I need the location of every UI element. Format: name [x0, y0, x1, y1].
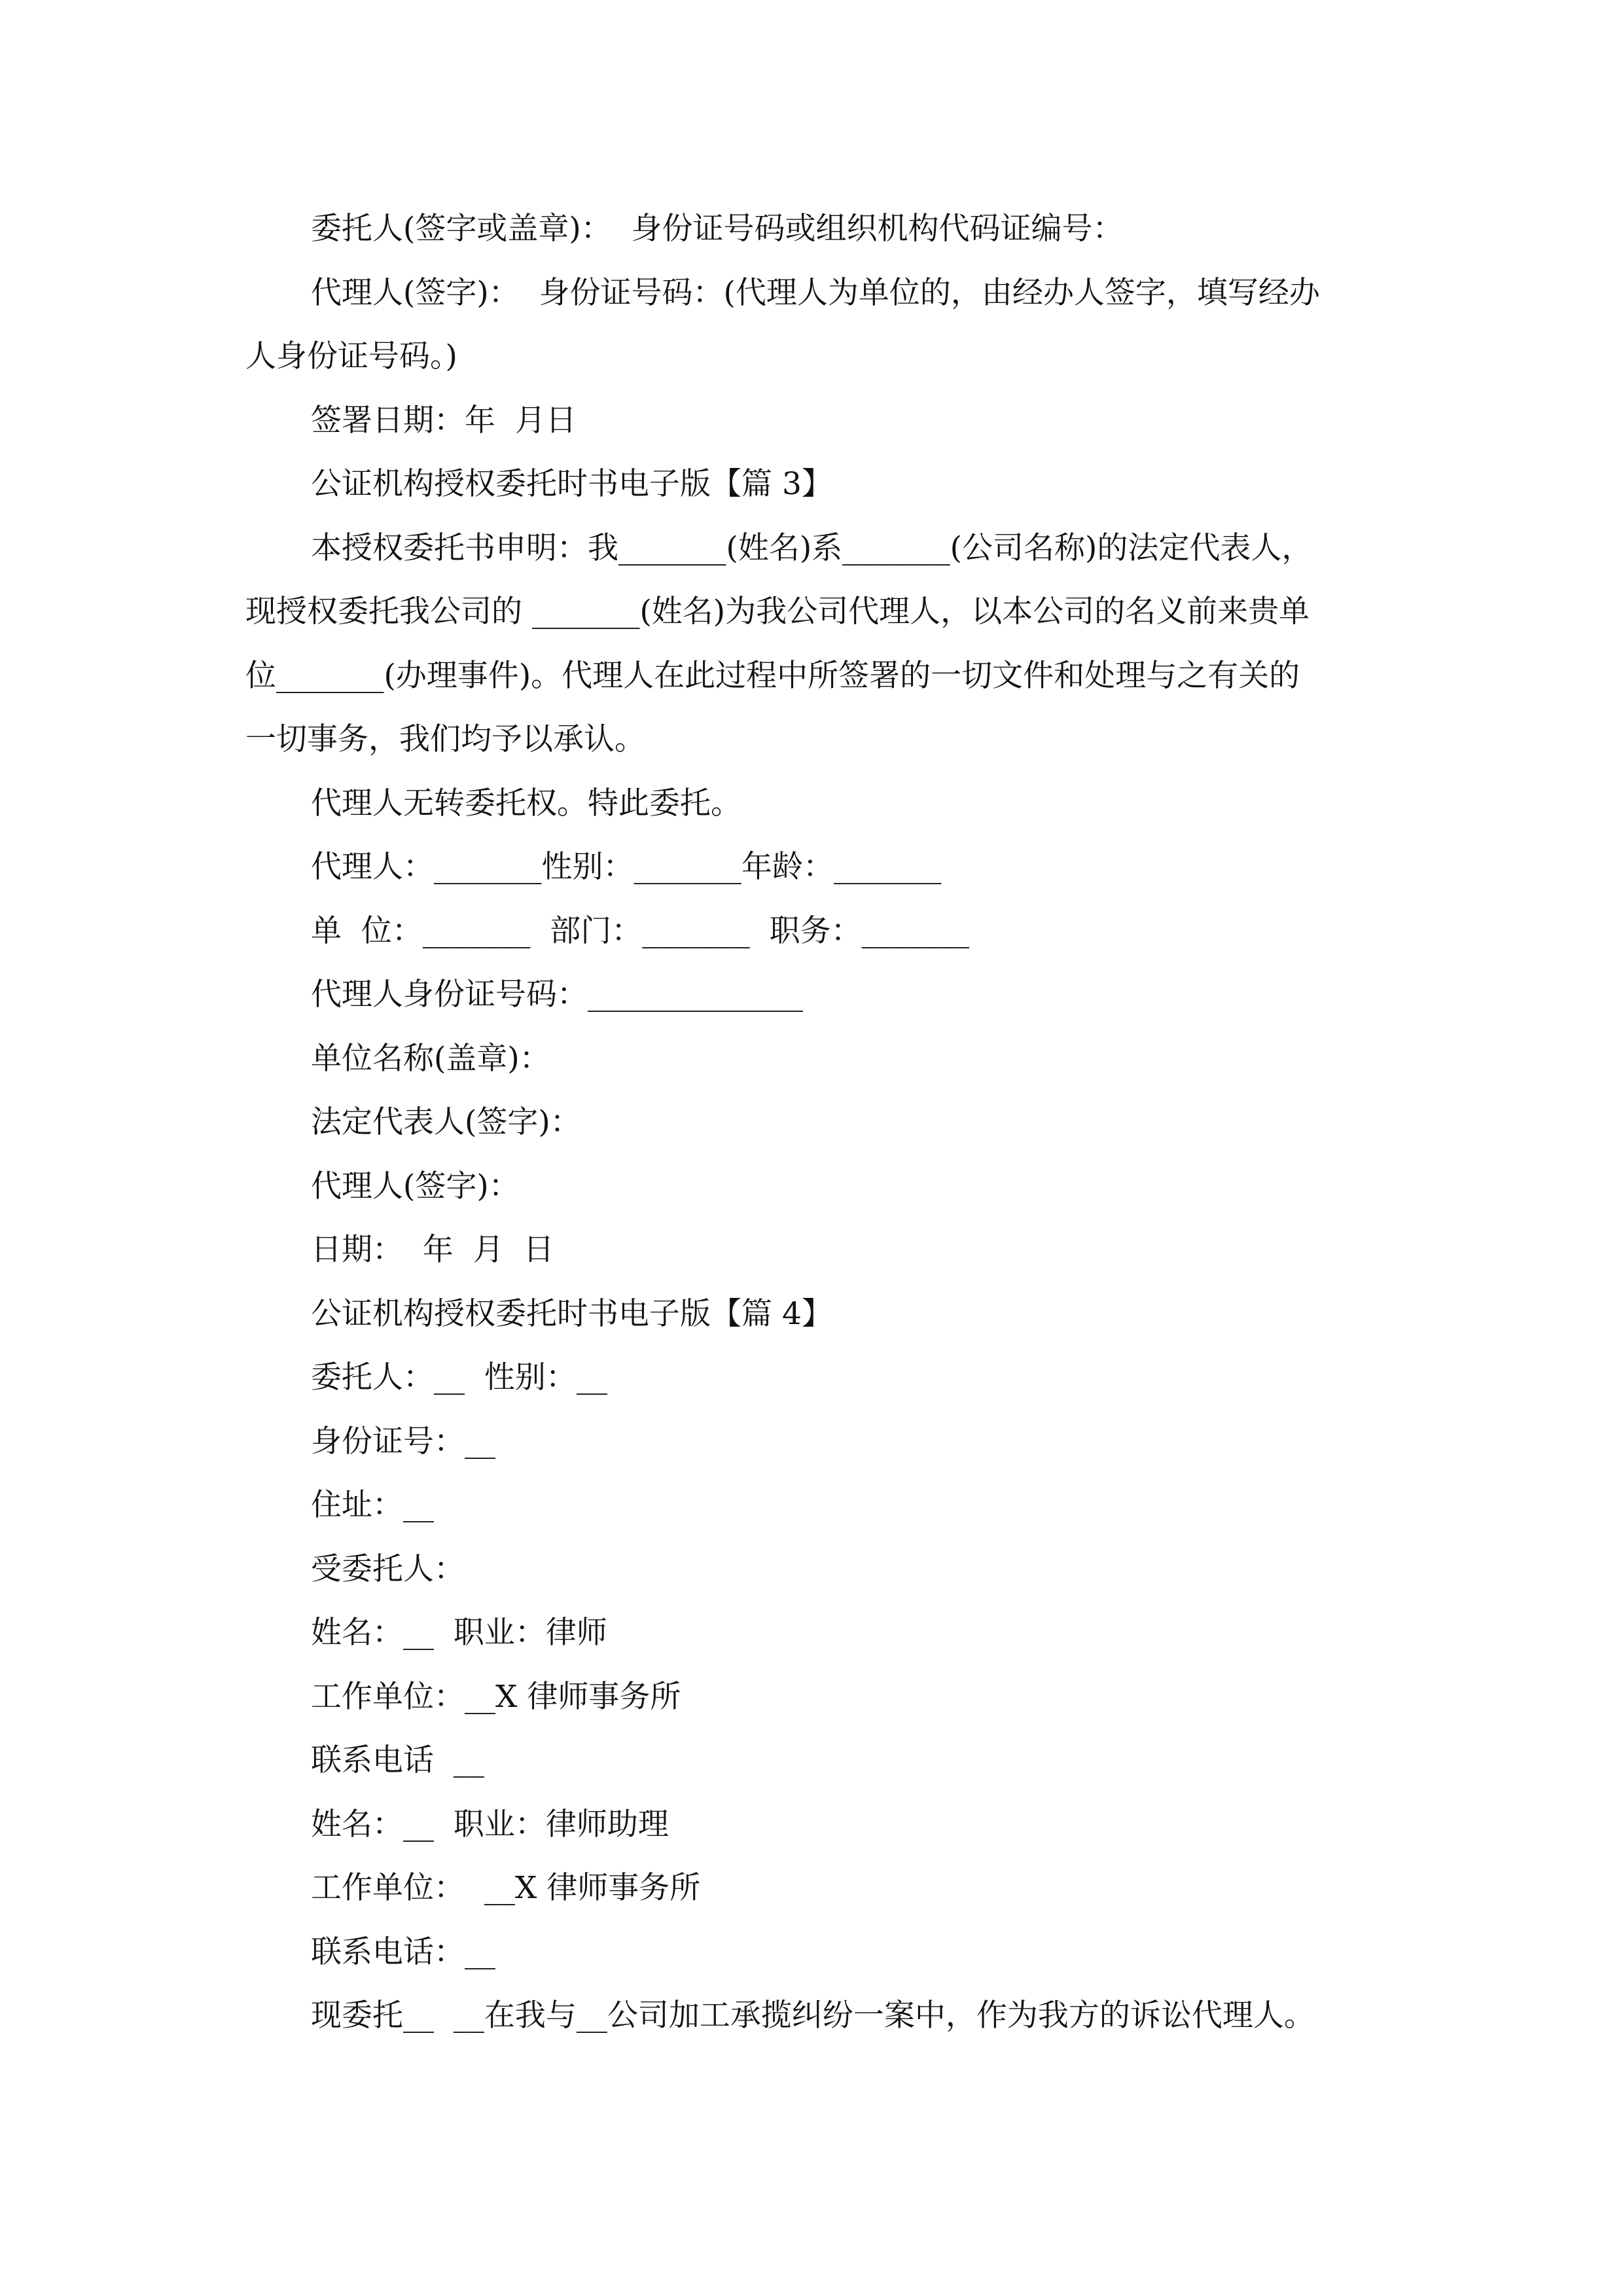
paragraph-line: 位_______(办理事件)。代理人在此过程中所签署的一切文件和处理与之有关的	[245, 658, 1300, 694]
paragraph-line: 人身份证号码。)	[245, 338, 457, 374]
form-line: 身份证号：__	[311, 1424, 495, 1460]
form-line: 联系电话：__	[311, 1934, 495, 1970]
form-line: 法定代表人(签字)：	[311, 1104, 581, 1140]
paragraph-line: 本授权委托书申明：我_______(姓名)系_______(公司名称)的法定代表人，	[311, 530, 1313, 566]
paragraph-line: 签署日期：年 月日	[311, 403, 577, 439]
paragraph-line: 委托人(签字或盖章)： 身份证号码或组织机构代码证编号：	[311, 211, 1124, 247]
form-line: 委托人：__ 性别：__	[311, 1359, 607, 1395]
form-line: 代理人(签字)：	[311, 1168, 520, 1204]
form-line: 姓名：__ 职业：律师助理	[311, 1806, 669, 1842]
form-line: 住址：__	[311, 1487, 434, 1523]
form-line: 姓名：__ 职业：律师	[311, 1615, 607, 1651]
paragraph-line: 现授权委托我公司的 _______(姓名)为我公司代理人，以本公司的名义前来贵单	[245, 594, 1310, 630]
form-line: 受委托人：	[311, 1551, 465, 1587]
paragraph-line: 代理人无转委托权。特此委托。	[311, 785, 741, 821]
section-heading: 公证机构授权委托时书电子版【篇 3】	[311, 466, 832, 502]
paragraph-line: 现委托__ __在我与__公司加工承揽纠纷一案中，作为我方的诉讼代理人。	[311, 1998, 1315, 2034]
form-line: 联系电话 __	[311, 1742, 484, 1778]
form-line: 代理人：_______性别：_______年龄：_______	[311, 849, 942, 885]
form-line: 日期： 年 月 日	[311, 1232, 554, 1268]
section-heading: 公证机构授权委托时书电子版【篇 4】	[311, 1296, 832, 1332]
form-line: 工作单位：__X 律师事务所	[311, 1679, 681, 1715]
form-line: 工作单位： __X 律师事务所	[311, 1870, 701, 1906]
paragraph-line: 一切事务，我们均予以承认。	[245, 721, 645, 757]
form-line: 代理人身份证号码：______________	[311, 977, 803, 1013]
form-line: 单位名称(盖章)：	[311, 1041, 550, 1077]
form-line: 单 位：_______ 部门：_______ 职务：_______	[311, 913, 970, 949]
paragraph-line: 代理人(签字)： 身份证号码：(代理人为单位的，由经办人签字，填写经办	[311, 275, 1320, 311]
